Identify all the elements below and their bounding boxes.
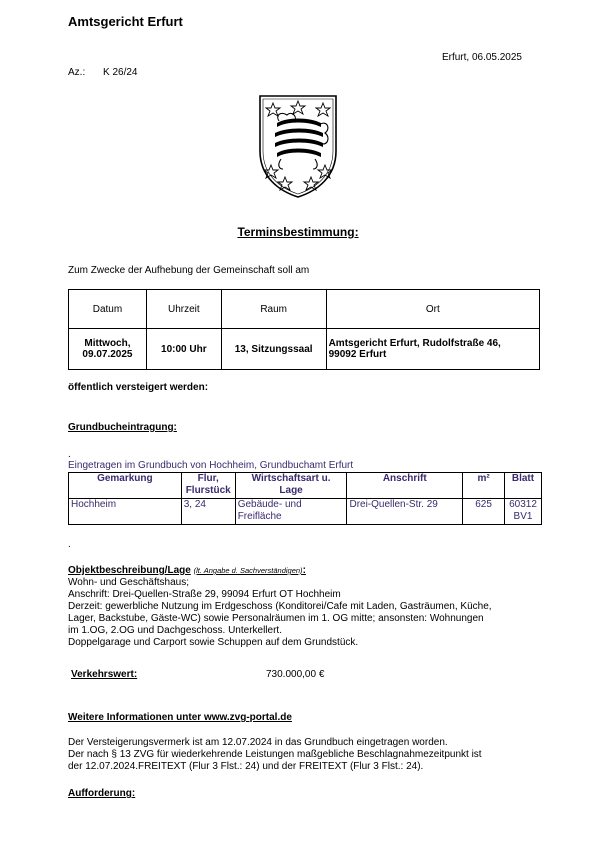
separator-dot: . xyxy=(68,449,71,460)
header-wirtschaft-line2: Lage xyxy=(279,485,303,496)
market-value-amount: 730.000,00 € xyxy=(266,669,325,680)
table-header-row xyxy=(69,473,542,499)
header-flur xyxy=(181,473,235,499)
wirtschaft-line1: Gebäude- und xyxy=(237,499,302,510)
table-row xyxy=(69,329,540,370)
coat-of-arms-icon xyxy=(257,93,339,199)
object-line: Anschrift: Drei-Quellen-Straße 29, 99094 Erfurt OT Hochheim xyxy=(68,589,341,600)
header-flur-line1: Flur, xyxy=(197,473,219,484)
blatt-line1: 60312 xyxy=(509,499,537,510)
table-header-row xyxy=(69,290,540,329)
object-line: Wohn- und Geschäftshaus; xyxy=(68,577,189,588)
cell-datum xyxy=(69,329,147,370)
datum-line2: 09.07.2025 xyxy=(82,349,133,360)
object-heading-note: (lt. Angabe d. Sachverständigen) xyxy=(193,566,303,575)
info-line: Der Versteigerungsvermerk ist am 12.07.2024 in das Grundbuch eingetragen worden. xyxy=(68,737,448,748)
info-line: Der nach § 13 ZVG für wiederkehrende Leistungen maßgebliche Beschlagnahmezeitpunkt ist xyxy=(68,749,482,760)
separator-dot: . xyxy=(68,539,71,550)
intro-text: Zum Zwecke der Aufhebung der Gemeinschaft soll am xyxy=(68,265,310,276)
appointment-table xyxy=(68,289,540,370)
grundbuch-heading: Grundbucheintragung: xyxy=(68,422,177,433)
object-description-text xyxy=(68,577,538,649)
ort-line1: Amtsgericht Erfurt, Rudolfstraße 46, xyxy=(328,338,501,349)
info-line: der 12.07.2024.FREITEXT (Flur 3 Flst.: 24) und der FREITEXT (Flur 3 Flst.: 24). xyxy=(68,761,424,772)
header-wirtschaft-line1: Wirtschaftsart u. xyxy=(251,473,331,484)
cell-blatt xyxy=(505,499,542,525)
object-heading-text: Objektbeschreibung/Lage xyxy=(68,565,191,576)
file-number-value: K 26/24 xyxy=(103,67,138,78)
object-line: im 1.OG, 2.OG und Dachgeschoss. Unterkellert. xyxy=(68,625,282,636)
public-auction-text: öffentlich versteigert werden: xyxy=(68,382,209,393)
grundbuch-intro: Eingetragen im Grundbuch von Hochheim, Grundbuchamt Erfurt xyxy=(68,460,354,471)
cell-gemarkung: Hochheim xyxy=(69,499,182,525)
table-row xyxy=(69,499,542,525)
ort-line2: 99092 Erfurt xyxy=(328,349,387,360)
cell-raum: 13, Sitzungssaal xyxy=(221,329,326,370)
header-uhrzeit: Uhrzeit xyxy=(146,290,221,329)
header-ort: Ort xyxy=(326,290,539,329)
cell-ort xyxy=(326,329,539,370)
object-heading-colon: : xyxy=(302,565,306,576)
grundbuch-table xyxy=(68,472,542,525)
header-wirtschaftsart xyxy=(235,473,347,499)
place-date: Erfurt, 06.05.2025 xyxy=(441,52,522,63)
document-title: Terminsbestimmung: xyxy=(237,225,359,239)
object-line: Doppelgarage und Carport sowie Schuppen auf dem Grundstück. xyxy=(68,637,359,648)
court-name: Amtsgericht Erfurt xyxy=(68,14,183,29)
cell-flur: 3, 24 xyxy=(181,499,235,525)
header-datum: Datum xyxy=(69,290,147,329)
cell-anschrift: Drei-Quellen-Str. 29 xyxy=(347,499,463,525)
object-line: Derzeit: gewerbliche Nutzung im Erdgeschoss (Konditorei/Cafe mit Laden, Gasträumen, Küche, xyxy=(68,601,492,612)
header-gemarkung: Gemarkung xyxy=(69,473,182,499)
cell-uhrzeit: 10:00 Uhr xyxy=(146,329,221,370)
header-m2: m² xyxy=(463,473,505,499)
wirtschaft-line2: Freifläche xyxy=(237,511,282,522)
market-value-label: Verkehrswert: xyxy=(71,669,138,680)
file-number-label: Az.: xyxy=(68,67,86,78)
blatt-line2: BV1 xyxy=(513,511,533,522)
datum-line1: Mittwoch, xyxy=(84,338,131,349)
header-raum: Raum xyxy=(221,290,326,329)
header-flur-line2: Flurstück xyxy=(185,485,231,496)
request-heading: Aufforderung: xyxy=(68,788,136,799)
header-blatt: Blatt xyxy=(505,473,542,499)
more-info-heading: Weitere Informationen unter www.zvg-portal.de xyxy=(68,712,292,723)
cell-wirtschaftsart xyxy=(235,499,347,525)
object-description-heading xyxy=(68,565,306,576)
more-info-text xyxy=(68,737,540,773)
header-anschrift: Anschrift xyxy=(347,473,463,499)
object-line: Lager, Backstube, Gäste-WC) sowie Personalräumen im 1. OG mitte; ansonsten: Wohnungen xyxy=(68,613,484,624)
cell-m2: 625 xyxy=(463,499,505,525)
